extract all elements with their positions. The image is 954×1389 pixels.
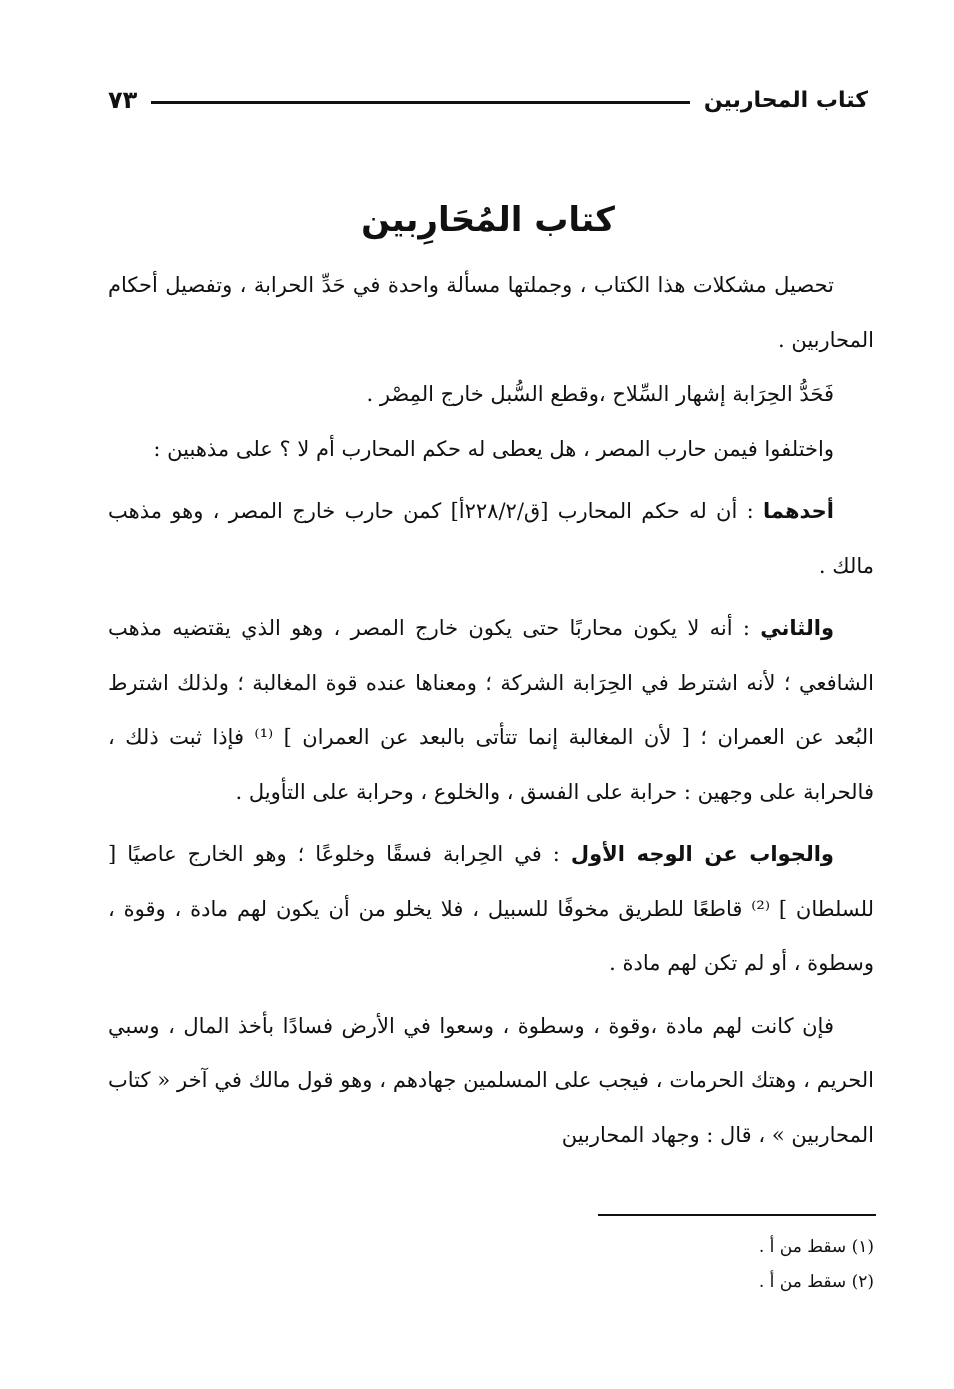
paragraph-lead: أحدهما — [763, 499, 834, 523]
page-number: ٧٣ — [108, 86, 138, 114]
footnotes — [108, 1230, 874, 1300]
paragraph — [108, 999, 874, 1163]
body-text — [108, 258, 874, 1162]
header-rule — [151, 101, 690, 104]
paragraph — [108, 258, 874, 367]
paragraph-lead: والجواب عن الوجه الأول — [570, 842, 834, 866]
paragraph-text: واختلفوا فيمن حارب المصر ، هل يعطى له حكم المحارب أم لا ؟ على مذهبين : — [153, 436, 834, 461]
paragraph — [108, 827, 874, 991]
paragraph-text: فإن كانت لهم مادة ،وقوة ، وسطوة ، وسعوا في الأرض فسادًا بأخذ المال ، وسبي الحريم ، وهتك الحرمات ، فيجب على المسلمين جهادهم ، وهو قول مالك في آخر « كتاب المحاربين » ، قال : وجهاد المحاربين — [108, 1013, 874, 1147]
paragraph — [108, 422, 874, 477]
footnote: (١) سقط من أ . — [758, 1237, 874, 1257]
paragraph-text: تحصيل مشكلات هذا الكتاب ، وجملتها مسألة واحدة في حَدِّ الحرابة ، وتفصيل أحكام المحاربين . — [108, 273, 874, 352]
paragraph — [108, 601, 874, 819]
footnote: (٢) سقط من أ . — [758, 1272, 874, 1292]
paragraph-text: فَحَدُّ الحِرَابة إشهار السِّلاح ،وقطع السُّبل خارج المِصْر . — [366, 382, 834, 406]
running-header-title: كتاب المحاربين — [703, 87, 868, 113]
chapter-title: كتاب المُحَارِبين — [361, 200, 615, 240]
paragraph — [108, 484, 874, 593]
paragraph-text: : أنه لا يكون محاربًا حتى يكون خارج المصر ، وهو الذي يقتضيه مذهب الشافعي ؛ لأنه اشترط في الحِرَابة الشركة ؛ ومعناها عنده قوة المغالبة ؛ ولذلك اشترط البُعد عن العمران ؛ [ لأن المغالبة إنما تتأتى بالبعد عن العمران ] ⁽¹⁾ فإذا ثبت ذلك ، فالحرابة على وجهين : حرابة على الفسق ، والخلوع ، وحرابة على التأويل . — [108, 616, 874, 804]
paragraph-lead: والثاني — [760, 616, 834, 640]
running-header — [108, 80, 868, 120]
paragraph-text: : أن له حكم المحارب [ق/٢٢٨/٢أ] كمن حارب خارج المصر ، وهو مذهب مالك . — [108, 499, 874, 578]
paragraph-text: : في الحِرابة فسقًا وخلوعًا ؛ وهو الخارج عاصيًا [ للسلطان ] ⁽²⁾ قاطعًا للطريق مخوفًا للسبيل ، فلا يخلو من أن يكون لهم مادة ، وقوة ، وسطوة ، أو لم تكن لهم مادة . — [108, 842, 874, 975]
paragraph — [108, 367, 874, 422]
footnote-separator — [598, 1214, 876, 1216]
